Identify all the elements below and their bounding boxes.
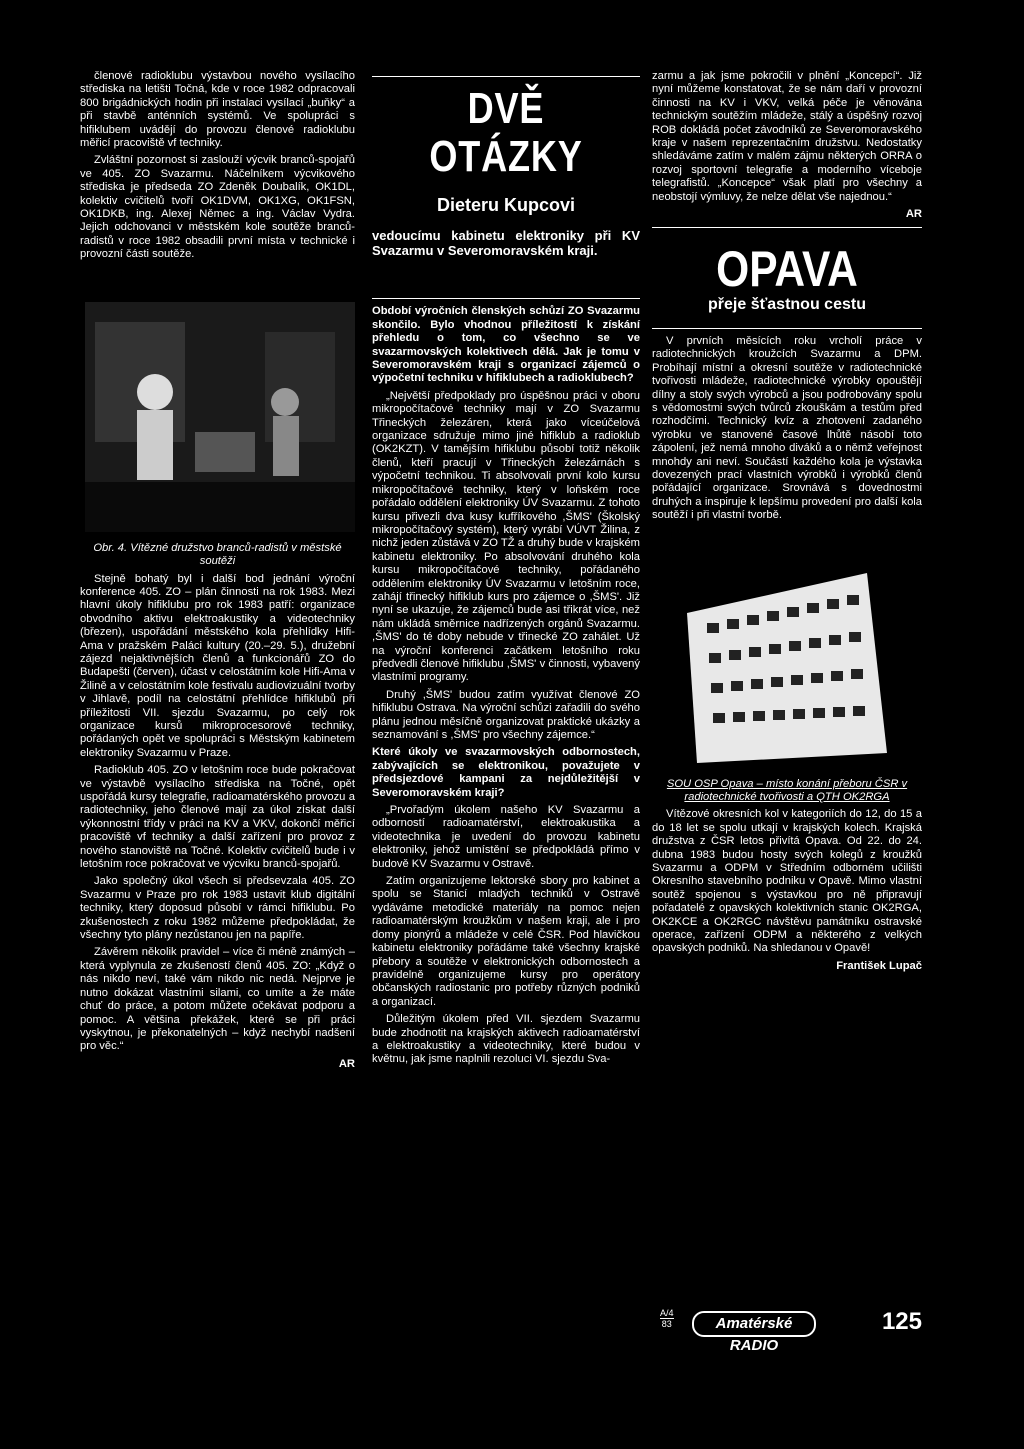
lead: vedoucímu kabinetu elektroniky při KV Svazarmu v Severomoravském kraji. [372, 228, 640, 259]
photo-winning-team [85, 302, 355, 532]
column-left [80, 70, 355, 1075]
headline: DVĚ OTÁZKY [429, 84, 583, 181]
divider [372, 76, 640, 77]
issue-top: A/4 [660, 1308, 674, 1318]
question-2: Které úkoly ve svazarmovských odbornostech, zabývajících se elektronikou, považujete v předsjezdové kampani za nejdůležitější v Severomoravském kraji? [372, 746, 640, 799]
signature: AR [338, 1057, 355, 1070]
answer-paragraph: Zatím organizujeme lektorské sbory pro kabinet a spolu se Stanicí mladých techniků v Ostravě vydáváme metodické materiály na pomoc nejen radioamatérským kroužkům v našem kraji, ale i pro domy pionýrů a mládeže v celé ČSR. Pod hlavičkou kabinetu elektroniky pořádáme také všechny krajské přebory a soutěže v elektronických odbornostech a pravidelně organizujeme kursy pro operátory občanských radiostanic pro potřeby různých podniků a organizací. [372, 875, 640, 1008]
divider [372, 298, 640, 299]
answer-paragraph: Důležitým úkolem před VII. sjezdem Svazarmu bude zhodnotit na krajských aktivech radioamatérství a elektroakustiky a videotechniky, které budou v květnu, jak jsme naplnili rezoluci VI. sjezdu Sva- [372, 1013, 640, 1066]
issue-bottom: 83 [661, 1319, 672, 1329]
paragraph: Vítězové okresních kol v kategoriích do 12, do 15 a do 18 let se spolu utkají v krajských kolech. Krajská družstva z ČSR letos přivítá Opava. Od 22. do 24. dubna 1983 budou hosty svých kolegů z kroužků Svazarmu a ODPM v Středním odborném učilišti Okresního stavebního podniku v Opavě. Mimo vlastní soutěž spojenou s výstavkou pro ně připravují pořadatelé z opavských kolektivních stanic OK2RGA, OK2KCE a OK2RGC návštěvu památníku ostravské operace, zařízení ODPM a některého z velkých opavských podniků. Na shledanou v Opavě! [652, 808, 922, 955]
page-number: 125 [881, 1308, 922, 1335]
page-footer [660, 1308, 922, 1354]
paragraph: zarmu a jak jsme pokročili v plnění „Koncepcí“. Již nyní můžeme konstatovat, že se nám daří v provozní činnosti na KV i VKV, velká péče je věnována technickým soutěžím mládeže, stálý a úspěšný rozvoj ROB dokládá počet závodníků ze Severomoravského kraje v našem reprezentačním družstvu. Nedostatky shledáváme zatím v malém zájmu některých ORRA o rozvoj sportovní telegrafie a moderního víceboje telegrafistů. „Koncepce“ však platí pro všechny a neobstojí výmluvy, že nelze dělat vše najednou.“ [652, 70, 922, 203]
author: František Lupač [836, 959, 922, 972]
divider [652, 227, 922, 228]
paragraph: členové radioklubu výstavbou nového vysílacího střediska na letišti Točná, kde v roce 1982 odpracovali 800 brigádnických hodin při instalaci vysílací „buňky“ a při stavbě anténních systémů. Ve spolupráci s hifiklubem uvádějí do provozu členové radioklubu měřicí pracoviště vf techniky. [80, 70, 355, 150]
opava-title: OPAVA [716, 241, 858, 298]
answer-paragraph: Druhý ,ŠMS' budou zatím využívat členové ZO hifiklubu Ostrava. Na výroční schůzi zařadili do svého plánu jednou měsíčně organizovat praktické ukázky a seznamování s ,ŠMS' pro všechny zájemce.“ [372, 688, 640, 741]
photo-caption: Obr. 4. Vítězné družstvo branců-radistů v městské soutěži [93, 541, 342, 568]
interviewee: Dieteru Kupcovi [436, 195, 576, 215]
paragraph: Závěrem několik pravidel – více či méně známých – která vyplynula ze zkušeností členů 405. ZO: „Když o nás nikdo neví, také vám nikdo nic nedá. Nejprve je nutno dokázat vlastními silami, co umíte a že máte chuť do práce, a potom můžete očekávat podporu a pomoc. A většina překážek, které se při práci vyskytnou, je překonatelných – když nechybí nadšení pro věc.“ [80, 946, 355, 1053]
paragraph: Radioklub 405. ZO v letošním roce bude pokračovat ve výstavbě vysílacího střediska na Točné, opět uspořádá kursy telegrafie, radioamatérského provozu a radiotechniky, jeho členové mají za úkol získat další výkonnostní třídy v práci na KV a VKV, dokončí měřicí pracoviště vf techniky a další zařízení pro provoz z nového stanoviště na Točné. Kolektiv cvičitelů bude i v letošním roce pokračovat ve výcviku branců-spojařů. [80, 764, 355, 871]
answer-paragraph: „Největší předpoklady pro úspěšnou práci v oboru mikropočítačové techniky mají v ZO Svazarmu Třineckých železáren, která jako víceúčelová organizace sdružuje mimo jiné hifiklub a radioklub (OK2KZT). V tamějším hifiklubu působí totiž několik členů, kteří pracují v Třineckých železárnách s výpočetní technikou. Ti absolvovali první kolo kursu mikropočítačové techniky, který v loňském roce pořádalo oddělení elektroniky ÚV Svazarmu. Z tohoto kursu přivezli dva kusy kufříkového ,ŠMS' (Školský mikropočítačový systém), který vyrábí VÚVT Žilina, z nichž jeden zůstává v ZO TŽ a druhý bude v krajském kabinetu elektroniky. Po absolvování druhého kola kursu mikropočítačové techniky, pořádaného oddělením elektroniky ÚV Svazarmu v letošním roce, zahájí třinecký hifiklub kurs pro zájemce o ,ŠMS'. Již nyní se ukazuje, že zájemců bude asi třikrát více, než nám ukládá směrnice nadřízených orgánů Svazarmu. ,ŠMS' do té doby nebude v třinecké ZO zahálet. Už na výroční konferenci začátkem letošního roku předvedli členové hifiklubu ,ŠMS' v činnosti, vybavený vlastními programy. [372, 389, 640, 684]
answer-paragraph: „Prvořadým úkolem našeho KV Svazarmu a odborností radioamatérství, elektroakustika a videotechnika je uvedení do provozu kabinetu elektroniky, jehož umístění se předpokládá přímo v budově KV Svazarmu v Ostravě. [372, 804, 640, 870]
paragraph: Zvláštní pozornost si zaslouží výcvik branců-spojařů ve 405. ZO Svazarmu. Náčelníkem výcvikového střediska je předseda ZO Zdeněk Doubalík, OK1DL, kolektiv cvičitelů tvoří OK1DVM, OK1XG, OK1FSN, OK1DKB, ing. Alexej Němec a ing. Václav Vydra. Jejich odchovanci v městském kole soutěže branců-radistů v roce 1982 obsadili první místa v technické i provozní části soutěže. [80, 154, 355, 261]
question-1: Období výročních členských schůzí ZO Svazarmu skončilo. Bylo vhodnou příležitostí k získání přehledu o tom, co všechno se ve svazarmovských kolektivech dělá. Jak je tomu v Severomoravském kraji s organizací zájemců o výpočetní techniku v hifiklubech a radioklubech? [372, 305, 640, 385]
photo-building [667, 553, 907, 768]
column-middle [372, 70, 640, 1071]
opava-subtitle: přeje šťastnou cestu [708, 296, 866, 314]
paragraph: Stejně bohatý byl i další bod jednání výroční konference 405. ZO – plán činnosti na rok 1983. Mezi hlavní úkoly hifiklubu pro rok 1983 patří: organizace obvodního aktivu elektroakustiky a videotechniky (březen), uspořádání městského kola přehlídky Hifi-Ama v pražském Paláci kultury (20.–29. 5.), družební zájezd nejaktivnějších členů a funkcionářů ZO do Budapešti (červen), účast v celostátním kole Hifi-Ama v Žilině a v celostátním kole festivalu audiovizuální tvorby v Jihlavě, podíl na celostátní přehlídce hifiklubů při příležitosti VII. sjezdu Svazarmu, po celý rok organizace kursů mikroprocesorové techniky, pořádaných opět ve spolupráci s Městským kabinetem elektroniky Svazarmu v Praze. [80, 572, 355, 759]
divider [652, 328, 922, 329]
magazine-logo: Amatérské RADIO [692, 1311, 816, 1337]
column-right [652, 70, 922, 977]
paragraph: Jako společný úkol všech si předsevzala 405. ZO Svazarmu v Praze pro rok 1983 ustavit klub digitální techniky, který doposud působí v rámci hifiklubu. Po zkušenostech z roku 1982 můžeme předpokládat, že všechny tyto plány nezůstanou jen na papíře. [80, 875, 355, 942]
signature: AR [905, 208, 922, 221]
issue-number [660, 1308, 674, 1329]
paragraph: V prvních měsících roku vrcholí práce v radiotechnických kroužcích Svazarmu a DPM. Probíhají místní a okresní soutěže v radiotechnické tvořivosti mládeže, radiotechnické výrobky opouštějí dílny a stoly svých výrobců a jsou podrobovány spolu s vědomostmi svých tvůrců zkouškám a testům před rozhodčími. Technický kvíz a zhotovení zadaného výrobku ve stanovené časové lhůtě násobí toto zápolení, jež nemá mnoho diváků a o němž veřejnost mnohdy ani neví. Součástí každého kola je výstavka dovezených prací vlastních výrobků i výrobků členů pořádající organizace. Srovnává s dovednostmi druhých a inspiruje k lepšímu provedení pro další kola soutěží i při vlastní tvorbě. [652, 334, 922, 522]
photo-caption: SOU OSP Opava – místo konání přeboru ČSR v radiotechnické tvořivosti a QTH OK2RGA [666, 777, 908, 803]
